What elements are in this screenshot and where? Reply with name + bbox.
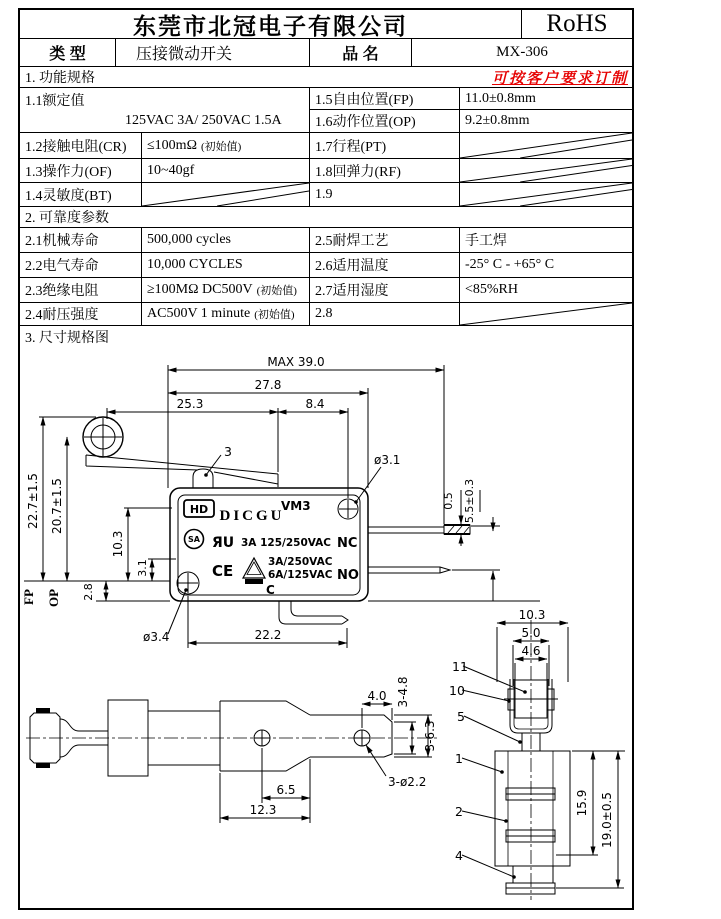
contact-resistance-label: 1.2接触电阻(CR)	[20, 133, 142, 159]
dim-terminal-pitch: 5.5±0.3	[463, 478, 476, 524]
withstand-main: AC500V 1 minute	[147, 306, 251, 321]
blank-cell-slash	[142, 183, 309, 206]
section2-row	[20, 207, 632, 228]
rated-value-label: 1.1额定值	[25, 94, 85, 109]
op-value: 9.2±0.8mm	[460, 110, 632, 133]
dim-159: 15.9	[575, 789, 589, 817]
nc-terminal-label: NC	[337, 536, 358, 551]
op-axis-label: OP	[46, 588, 61, 608]
drawing-labels	[21, 355, 614, 863]
ul-mark-icon: ЯU	[212, 535, 235, 551]
travel-label: 1.7行程(PT)	[310, 133, 460, 159]
callout-2: 2	[455, 804, 463, 819]
temperature-value: -25° C - +65° C	[460, 253, 632, 278]
rated-value: 125VAC 3A/ 250VAC 1.5A	[125, 113, 282, 128]
type-value: 压接微动开关	[116, 39, 310, 67]
withstand-note: (初始值)	[254, 309, 295, 321]
fp-axis-label: FP	[21, 589, 36, 605]
dim-hole-top: ø3.1	[374, 453, 401, 467]
rated-value-cell	[20, 88, 310, 133]
soldering-label: 2.5耐焊工艺	[310, 228, 460, 253]
callout-1: 1	[455, 751, 463, 766]
section3-title: 3. 尺寸规格图	[25, 330, 109, 346]
product-name-label: 品 名	[310, 39, 412, 67]
dim-lever: 25.3	[176, 397, 204, 411]
release-force-label: 1.8回弹力(RF)	[310, 159, 460, 183]
elec-life-value: 10,000 CYCLES	[142, 253, 310, 278]
fp-value: 11.0±0.8mm	[460, 88, 632, 110]
item28-value-empty	[460, 303, 632, 326]
travel-value-empty	[460, 133, 632, 159]
insulation-note: (初始值)	[256, 285, 297, 297]
vde-number: 38785LI	[245, 579, 263, 585]
brand-name: DICGU	[219, 508, 285, 524]
dimension-drawing	[20, 345, 632, 904]
item28-label: 2.8	[310, 303, 460, 326]
dim-222: 22.2	[254, 628, 282, 642]
dim-terminal-thickness: 0.5	[442, 492, 455, 510]
rating-line2b: 6A/125VAC	[268, 569, 333, 581]
dim-fp-height: 22.7±1.5	[26, 473, 40, 529]
sensitivity-value-empty	[142, 183, 310, 207]
section2-title: 2. 可靠度参数	[25, 211, 109, 226]
front-view	[462, 620, 625, 900]
no-terminal-label: NO	[337, 568, 359, 583]
withstand-voltage-value	[142, 303, 310, 326]
soldering-value: 手工焊	[460, 228, 632, 253]
dim-holes-322: 3-ø2.2	[388, 775, 427, 789]
contact-resistance-note: (初始值)	[200, 140, 242, 153]
insulation-label: 2.3绝缘电阻	[20, 278, 142, 303]
dim-363: 3-6.3	[423, 720, 437, 752]
model-code: VM3	[281, 499, 311, 513]
section1-row	[20, 67, 632, 88]
rohs-badge: RoHS	[522, 10, 632, 39]
withstand-voltage-label: 2.4耐压强度	[20, 303, 142, 326]
release-force-value-empty	[460, 159, 632, 183]
op-label: 1.6动作位置(OP)	[310, 110, 460, 133]
blank-cell-slash	[460, 159, 632, 182]
callout-3: 3	[224, 444, 232, 459]
dim-190: 19.0±0.5	[600, 792, 614, 848]
blank-cell-slash	[460, 303, 632, 325]
item19-value-empty	[460, 183, 632, 207]
callout-5: 5	[457, 709, 465, 724]
type-label: 类 型	[20, 39, 116, 67]
operating-force-label: 1.3操作力(OF)	[20, 159, 142, 183]
dim-348: 3-4.8	[396, 676, 410, 708]
dim-84: 8.4	[305, 397, 325, 411]
common-terminal-label: C	[266, 583, 275, 597]
dim-hole-bottom: ø3.4	[143, 630, 170, 644]
dim-body-width: 27.8	[254, 378, 282, 392]
custom-order-note: 可按客户要求订制	[491, 70, 628, 87]
callout-10: 10	[449, 683, 465, 698]
section3-row	[20, 326, 632, 347]
contact-resistance-main: ≤100mΩ	[147, 137, 197, 153]
dim-65: 6.5	[276, 783, 296, 797]
mech-life-label: 2.1机械寿命	[20, 228, 142, 253]
callout-11: 11	[452, 659, 468, 674]
humidity-value: <85%RH	[460, 278, 632, 303]
dim-28: 2.8	[82, 583, 95, 601]
dim-front-103: 10.3	[518, 608, 546, 622]
insulation-value	[142, 278, 310, 303]
blank-cell-slash	[460, 183, 632, 206]
dim-op-height: 20.7±1.5	[50, 478, 64, 534]
dim-40: 4.0	[367, 689, 387, 703]
dim-123: 12.3	[249, 803, 277, 817]
sensitivity-label: 1.4灵敏度(BT)	[20, 183, 142, 207]
humidity-label: 2.7适用湿度	[310, 278, 460, 303]
contact-resistance-value	[142, 133, 310, 159]
company-name: 东莞市北冠电子有限公司	[20, 10, 522, 39]
dim-front-46: 4.6	[521, 644, 541, 658]
blank-cell-slash	[460, 133, 632, 158]
side-profile-view	[26, 700, 440, 823]
insulation-main: ≥100MΩ DC500V	[147, 282, 253, 297]
temperature-label: 2.6适用温度	[310, 253, 460, 278]
product-name-value: MX-306	[412, 39, 632, 67]
mech-life-value: 500,000 cycles	[142, 228, 310, 253]
section1-title: 1. 功能规格	[25, 71, 95, 86]
csa-mark-icon: SA	[188, 535, 200, 544]
rating-line2a: 3A/250VAC	[268, 556, 333, 568]
ce-mark-icon: CE	[212, 562, 234, 580]
dim-front-50: 5.0	[521, 626, 541, 640]
brand-logo: HD	[189, 503, 209, 516]
elec-life-label: 2.2电气寿命	[20, 253, 142, 278]
rating-line1: 3A 125/250VAC	[241, 537, 332, 549]
operating-force-value: 10~40gf	[142, 159, 310, 183]
item19-label: 1.9	[310, 183, 460, 207]
dim-31: 3.1	[136, 559, 149, 577]
fp-label: 1.5自由位置(FP)	[310, 88, 460, 110]
callout-4: 4	[455, 848, 463, 863]
dim-max-width: MAX 39.0	[267, 355, 325, 369]
dim-103: 10.3	[111, 530, 125, 558]
